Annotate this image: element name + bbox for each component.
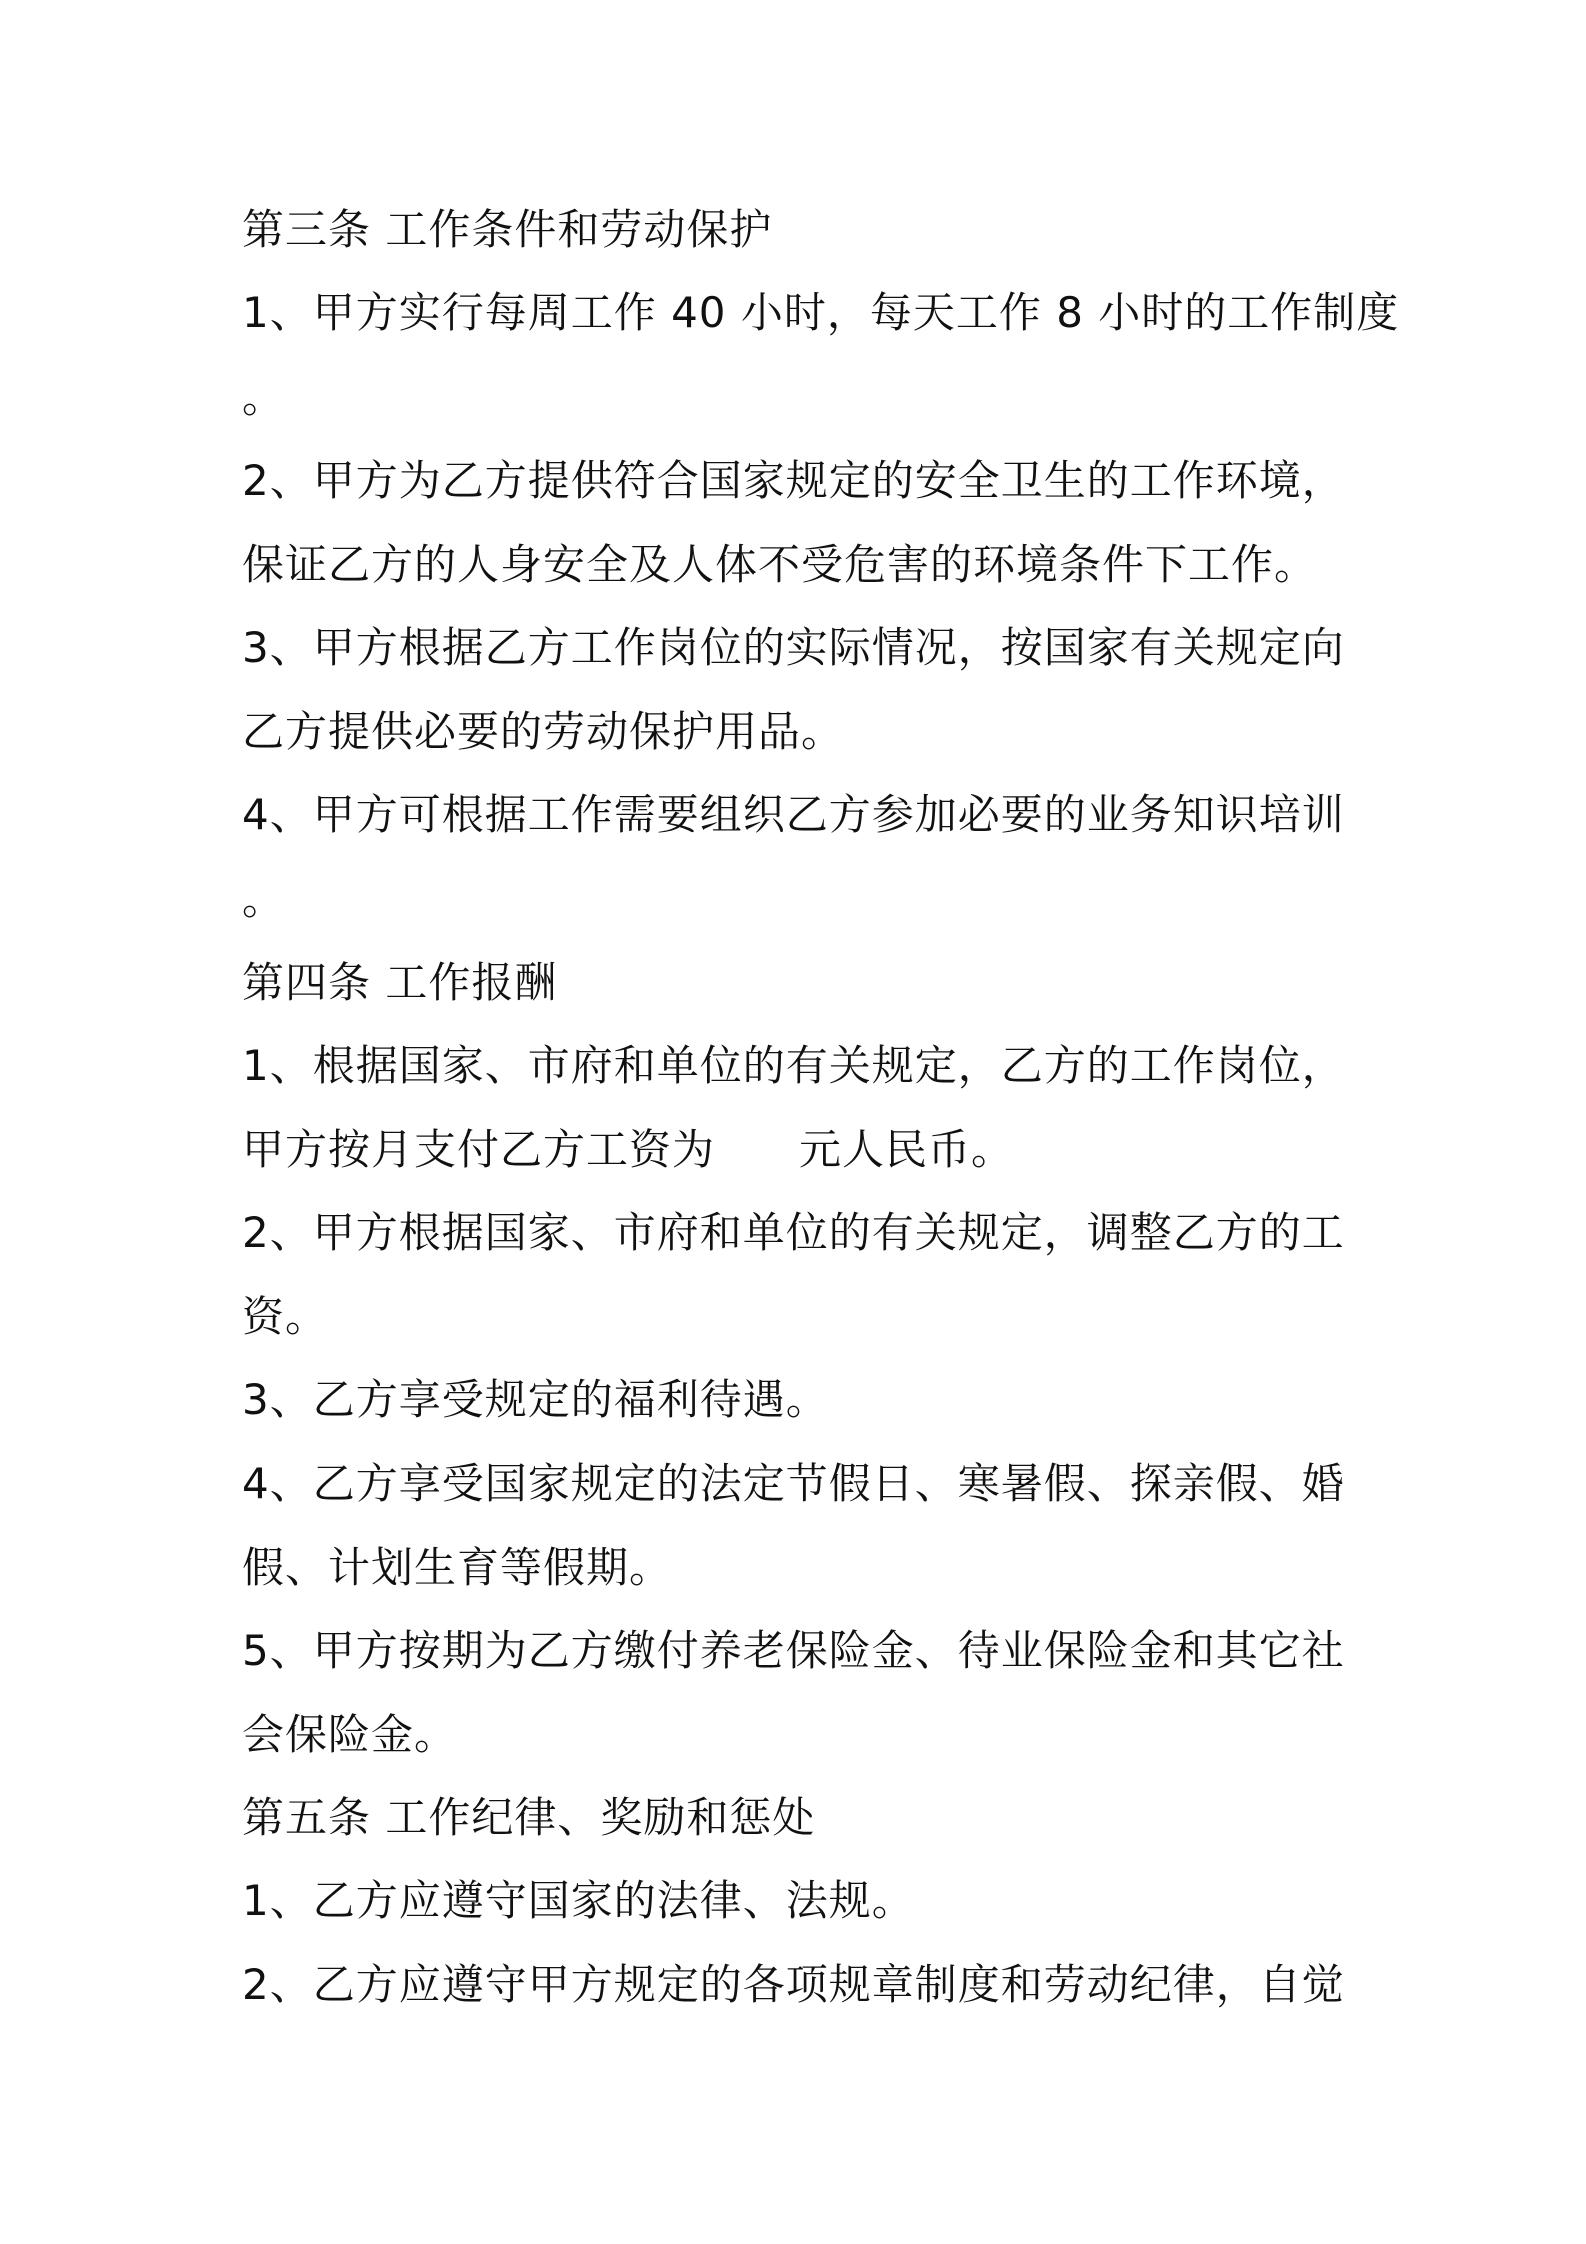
article-4-item-1: 1、根据国家、市府和单位的有关规定，乙方的工作岗位， (242, 1041, 1345, 1090)
article-4-item-1-cont (242, 1122, 1362, 1178)
article-4-item-3: 3、乙方享受规定的福利待遇。 (242, 1375, 829, 1424)
salary-text-after: 元人民币。 (799, 1125, 1015, 1174)
article-3-item-1: 1、甲方实行每周工作 40 小时，每天工作 8 小时的工作制度 (242, 288, 1400, 337)
article-4-item-5: 5、甲方按期为乙方缴付养老保险金、待业保险金和其它社 (242, 1626, 1345, 1675)
article-3-item-4: 4、甲方可根据工作需要组织乙方参加必要的业务知识培训 (242, 790, 1345, 839)
article-4-heading: 第四条 工作报酬 (242, 958, 558, 1007)
article-5-heading: 第五条 工作纪律、奖励和惩处 (242, 1793, 816, 1842)
article-3-item-4-cont: 。 (242, 875, 286, 924)
article-4-item-2-cont: 资。 (242, 1292, 329, 1341)
article-3-item-2: 2、甲方为乙方提供符合国家规定的安全卫生的工作环境， (242, 456, 1345, 505)
article-3-item-3-cont: 乙方提供必要的劳动保护用品。 (242, 707, 845, 756)
salary-text-before: 甲方按月支付乙方工资为 (242, 1125, 716, 1174)
article-4-item-5-cont: 会保险金。 (242, 1710, 458, 1759)
article-5-item-1: 1、乙方应遵守国家的法律、法规。 (242, 1876, 915, 1925)
article-4-item-2: 2、甲方根据国家、市府和单位的有关规定，调整乙方的工 (242, 1208, 1345, 1257)
article-4-item-4-cont: 假、计划生育等假期。 (242, 1543, 673, 1592)
article-3-item-2-cont: 保证乙方的人身安全及人体不受危害的环境条件下工作。 (242, 540, 1318, 589)
article-4-item-4: 4、乙方享受国家规定的法定节假日、寒暑假、探亲假、婚 (242, 1459, 1345, 1508)
article-5-item-2: 2、乙方应遵守甲方规定的各项规章制度和劳动纪律，自觉 (242, 1960, 1345, 2009)
article-3-heading: 第三条 工作条件和劳动保护 (242, 205, 773, 254)
article-3-item-1-cont: 。 (242, 373, 286, 422)
article-3-item-3: 3、甲方根据乙方工作岗位的实际情况，按国家有关规定向 (242, 623, 1345, 672)
